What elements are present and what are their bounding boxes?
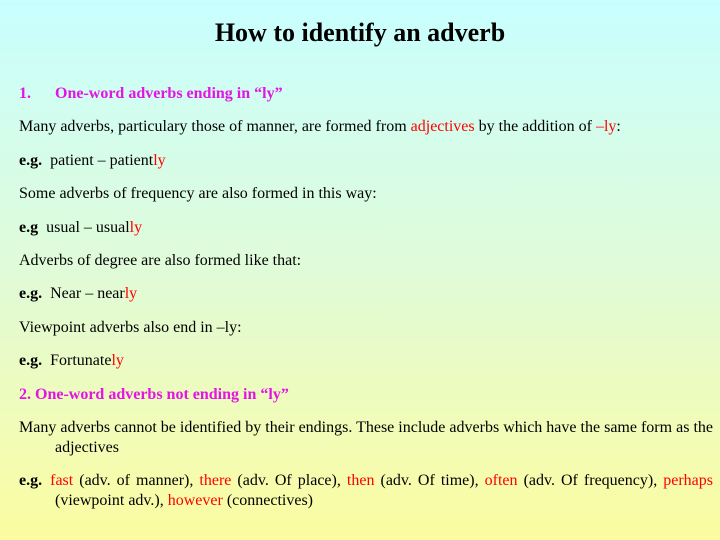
adverb-perhaps: perhaps [663,472,714,490]
section2-intro: Many adverbs cannot be identified by their endings. These include adverbs which have the same form as the adjectives [19,418,713,456]
example-label: e.g [19,218,39,236]
example-text: patient – patient [42,151,154,169]
degree-text: Adverbs of degree are also formed like that: [19,251,302,269]
section1-intro [19,117,713,137]
example-suffix: ly [111,352,124,370]
slide-title: How to identify an adverb [214,18,506,47]
example-3 [19,284,713,304]
example-4 [19,351,713,371]
example-suffix: ly [153,151,166,169]
example-label: e.g. [19,352,43,370]
example-1 [19,151,713,171]
adverb-however: however [167,492,223,510]
adverb-desc: (adv. of manner), [73,472,200,490]
adverb-fast: fast [50,472,74,490]
frequency-text: Some adverbs of frequency are also formed in this way: [19,185,377,203]
adverb-desc: (adv. Of place), [231,472,347,490]
intro-colon: : [616,118,621,136]
slide-body [19,84,713,525]
section2-examples [19,471,713,511]
adverb-desc: (adv. Of time), [374,472,485,490]
section2-heading: 2. One-word adverbs not ending in “ly” [19,385,289,403]
viewpoint-text: Viewpoint adverbs also end in –ly: [19,318,242,336]
adverb-desc: (adv. Of frequency), [517,472,664,490]
adjectives-highlight: adjectives [410,118,475,136]
adverb-often: often [484,472,518,490]
example-label: e.g. [19,472,43,490]
example-suffix: ly [124,285,138,303]
section1-number: 1. [19,85,31,102]
adverb-desc: (connectives) [222,492,313,510]
adverb-then: then [346,472,375,490]
example-2 [19,218,713,238]
example-text: usual – usual [38,218,130,236]
section1-heading [19,84,713,104]
example-text: Fortunate [42,352,112,370]
example-suffix: ly [129,218,143,236]
adverb-desc: (viewpoint adv.), [55,492,168,510]
adverb-there: there [199,472,232,490]
example-label: e.g. [19,285,43,303]
example-text: Near – near [42,285,125,303]
intro-text-2: by the addition of [474,118,596,136]
ly-highlight: –ly [595,118,617,136]
intro-text: Many adverbs, particulary those of manner, are formed from [19,118,411,136]
example-label: e.g. [19,151,43,169]
section1-heading-text: One-word adverbs ending in “ly” [55,85,283,102]
